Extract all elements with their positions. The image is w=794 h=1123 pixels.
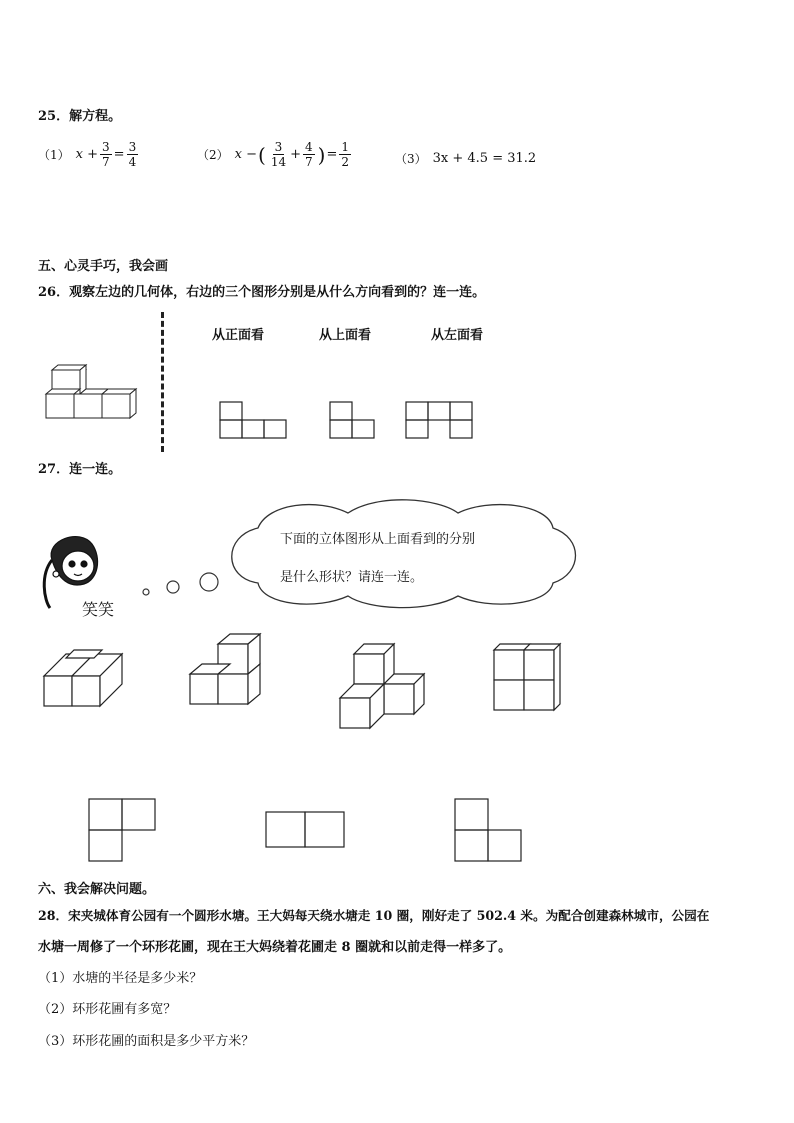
equation-1-label: （1） bbox=[38, 148, 70, 162]
q26-solid-figure bbox=[40, 365, 140, 425]
equation-2-label: （2） bbox=[197, 148, 229, 162]
top-view-b bbox=[265, 812, 349, 850]
q26-title: 26．观察左边的几何体，右边的三个图形分别是从什么方向看到的？连一连。 bbox=[38, 285, 486, 300]
thought-bubble bbox=[218, 498, 580, 610]
q28-sub3: （3）环形花圃的面积是多少平方米？ bbox=[38, 1034, 255, 1049]
top-view-c bbox=[454, 799, 524, 863]
bubble-text-line1: 下面的立体图形从上面看到的分别 bbox=[280, 532, 476, 547]
solid-4 bbox=[492, 642, 572, 714]
q27-title: 27．连一连。 bbox=[38, 462, 122, 477]
equation-3 bbox=[395, 150, 536, 167]
girl-caption: 笑笑 bbox=[82, 600, 115, 619]
top-view-a bbox=[88, 799, 158, 863]
q25-title: 25．解方程。 bbox=[38, 109, 122, 124]
solid-2 bbox=[188, 634, 264, 706]
view-shape-c bbox=[405, 402, 475, 442]
equation-3-expr: 3x + 4.5 = 31.2 bbox=[432, 151, 537, 166]
label-left-view: 从左面看 bbox=[431, 328, 484, 343]
equation-2: （2） x − ( $\frac{3}{14}$ + $\frac{4}{7}$ ) = $\frac{1}{2}$ bbox=[197, 140, 350, 169]
solid-1 bbox=[42, 650, 122, 708]
q28-sub1: （1）水塘的半径是多少米？ bbox=[38, 971, 203, 986]
q28-line1: 28．宋夹城体育公园有一个圆形水塘。王大妈每天绕水塘走 10 圈，刚好走了 502.4 米。为配合创建森林城市，公园在 bbox=[38, 908, 710, 923]
thought-dots bbox=[140, 570, 220, 600]
q28-sub2: （2）环形花圃有多宽？ bbox=[38, 1002, 177, 1017]
q28-line2: 水塘一周修了一个环形花圃，现在王大妈绕着花圃走 8 圈就和以前走得一样多了。 bbox=[38, 940, 512, 955]
view-shape-a bbox=[219, 402, 289, 442]
divider-dashed bbox=[161, 312, 164, 452]
section6-title: 六、我会解决问题。 bbox=[38, 882, 156, 897]
section5-title: 五、心灵手巧，我会画 bbox=[38, 259, 169, 274]
label-front-view: 从正面看 bbox=[212, 328, 265, 343]
bubble-text-line2: 是什么形状？请连一连。 bbox=[280, 570, 424, 585]
equation-3-label: （3） bbox=[395, 152, 427, 166]
view-shape-b bbox=[329, 402, 379, 442]
label-top-view: 从上面看 bbox=[319, 328, 372, 343]
solid-3 bbox=[338, 644, 428, 730]
equation-1: （1） x + $\frac{3}{7}$ = $\frac{3}{4}$ bbox=[38, 140, 137, 169]
